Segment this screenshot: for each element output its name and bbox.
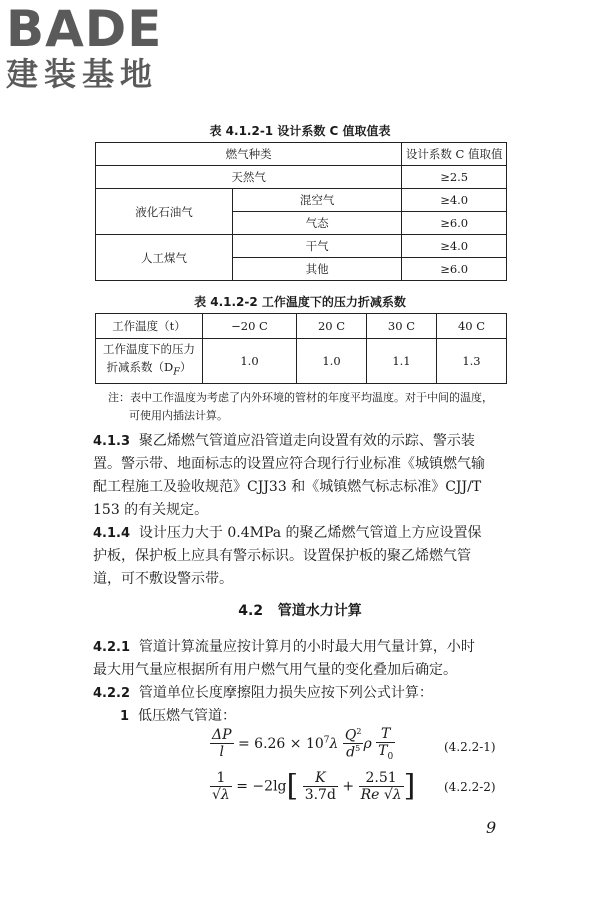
logo-subtext: 建装基地 — [6, 55, 159, 93]
table2-factor-2: 1.0 — [297, 339, 367, 384]
table1-caption: 表 4.1.2-1 设计系数 C 值取值表 — [209, 124, 391, 138]
formula-4-2-2-1 — [210, 726, 395, 762]
clause-text: 管道计算流量应按计算月的小时最大用气量计算，小时 — [138, 639, 475, 655]
formula-term: λ — [329, 735, 339, 752]
table1-artificial-sub1: 干气 — [233, 235, 402, 258]
clause-number: 4.1.3 — [93, 434, 131, 449]
table1-artificial-val2: ≥6.0 — [402, 258, 507, 281]
formula-term: T — [378, 743, 388, 759]
clause-4-1-3 — [93, 430, 511, 522]
formula-term: 5 — [355, 744, 361, 754]
formula-term: ρ — [363, 735, 372, 752]
section-heading — [0, 600, 600, 620]
note-line1: 注：表中工作温度为考虑了内外环境的管材的年度平均温度。对于中间的温度， — [108, 391, 493, 404]
formula-term: 2 — [356, 726, 362, 736]
table1-artificial-val1: ≥4.0 — [402, 235, 507, 258]
page-number: 9 — [486, 818, 497, 837]
clause-text: 153 的有关规定。 — [93, 502, 209, 518]
clause-text: 护板，保护板上应具有警示标识。设置保护板的聚乙烯燃气管 — [93, 548, 471, 564]
formula-term: √λ — [212, 787, 230, 803]
formula-4-2-2-2 — [210, 770, 415, 803]
clause-text: 配工程施工及验收规范》CJJ33 和《城镇燃气标志标准》CJJ/T — [93, 479, 482, 495]
formula-term: = 6.26 × 10 — [237, 735, 324, 752]
table2-temp-3: 30 C — [366, 314, 436, 339]
clause-text: 最大用气量应根据所有用户燃气用气量的变化叠加后确定。 — [93, 662, 457, 678]
formula-term: 2.51 — [359, 770, 404, 787]
note-line2: 可使用内插法计算。 — [129, 409, 228, 422]
formula-term: √λ — [383, 787, 402, 803]
table1-lpg-val1: ≥4.0 — [402, 189, 507, 212]
table2-factor-label — [96, 339, 203, 384]
table2-factor-label-line2: 折减系数（D — [106, 360, 174, 375]
table2-factor-4: 1.3 — [436, 339, 506, 384]
clause-4-2-2 — [93, 682, 511, 705]
table1-lpg-val2: ≥6.0 — [402, 212, 507, 235]
item-1 — [120, 705, 236, 725]
equation-number: (4.2.2-1) — [444, 740, 496, 754]
fraction-re — [359, 770, 404, 803]
table1-artificial-sub2: 其他 — [233, 258, 402, 281]
logo-text: BADE — [6, 0, 163, 58]
clause-4-2-1 — [93, 636, 511, 682]
formula-term: 0 — [387, 751, 394, 762]
table2-factor-1: 1.0 — [203, 339, 297, 384]
item-number: 1 — [120, 709, 130, 724]
table1-artificial: 人工煤气 — [96, 235, 233, 281]
right-bracket: ] — [403, 768, 416, 804]
table1-natural-gas-value: ≥2.5 — [402, 166, 507, 189]
formula-term: Q — [344, 727, 357, 744]
table2-temp-2: 20 C — [297, 314, 367, 339]
fraction-dp-l — [210, 727, 234, 760]
table2-factor-label-line1: 工作温度下的压力 — [103, 342, 195, 357]
clause-number: 4.1.4 — [93, 526, 131, 541]
table2-factor-label-sub: F — [173, 366, 180, 378]
fraction-t-t0 — [376, 726, 395, 762]
equation-number: (4.2.2-2) — [444, 780, 496, 794]
formula-term: = −2lg — [236, 778, 287, 795]
section-number: 4.2 — [238, 603, 264, 619]
table1-lpg: 液化石油气 — [96, 189, 233, 235]
clause-text: 管道单位长度摩擦阻力损失应按下列公式计算： — [138, 685, 433, 701]
table1-header-type: 燃气种类 — [96, 143, 402, 166]
table2-factor-label-close: ） — [179, 360, 192, 375]
item-text: 低压燃气管道： — [137, 708, 236, 724]
table1-lpg-sub2: 气态 — [233, 212, 402, 235]
fraction-q-d — [343, 727, 364, 761]
formula-term: K — [315, 770, 326, 786]
clause-4-1-4 — [93, 522, 511, 591]
section-title: 管道水力计算 — [277, 603, 362, 619]
fraction-1-sqrt-lambda — [210, 770, 232, 803]
clause-text: 置。警示带、地面标志的设置应符合现行行业标准《城镇燃气输 — [93, 456, 485, 472]
table2-note — [108, 389, 508, 425]
clause-text: 聚乙烯燃气管道应沿管道走向设置有效的示踪、警示装 — [138, 433, 475, 449]
formula-term: ΔP — [212, 727, 232, 744]
table2-temp-label: 工作温度（t） — [96, 314, 203, 339]
formula-term: 1 — [210, 770, 232, 787]
formula-term: d — [346, 745, 356, 762]
fraction-k — [303, 770, 338, 803]
clause-text: 设计压力大于 0.4MPa 的聚乙烯燃气管道上方应设置保 — [138, 525, 482, 541]
formula-term: 3.7d — [304, 787, 336, 803]
table1-header-value: 设计系数 C 值取值 — [402, 143, 507, 166]
clause-number: 4.2.2 — [93, 686, 131, 701]
table2 — [95, 313, 507, 384]
table1 — [95, 142, 507, 281]
formula-term: T — [380, 726, 391, 742]
watermark-logo — [6, 0, 163, 93]
clause-number: 4.2.1 — [93, 640, 131, 655]
clause-text: 道，可不敷设警示带。 — [93, 571, 233, 587]
formula-term: 7 — [323, 735, 330, 746]
table2-temp-1: −20 C — [203, 314, 297, 339]
left-bracket: [ — [286, 768, 299, 804]
table2-caption: 表 4.1.2-2 工作温度下的压力折减系数 — [194, 295, 406, 309]
table2-factor-3: 1.1 — [366, 339, 436, 384]
table2-temp-4: 40 C — [436, 314, 506, 339]
formula-term: l — [219, 744, 224, 761]
table1-lpg-sub1: 混空气 — [233, 189, 402, 212]
formula-term: Re — [360, 787, 380, 803]
formula-term: + — [342, 778, 355, 795]
table1-natural-gas: 天然气 — [96, 166, 402, 189]
